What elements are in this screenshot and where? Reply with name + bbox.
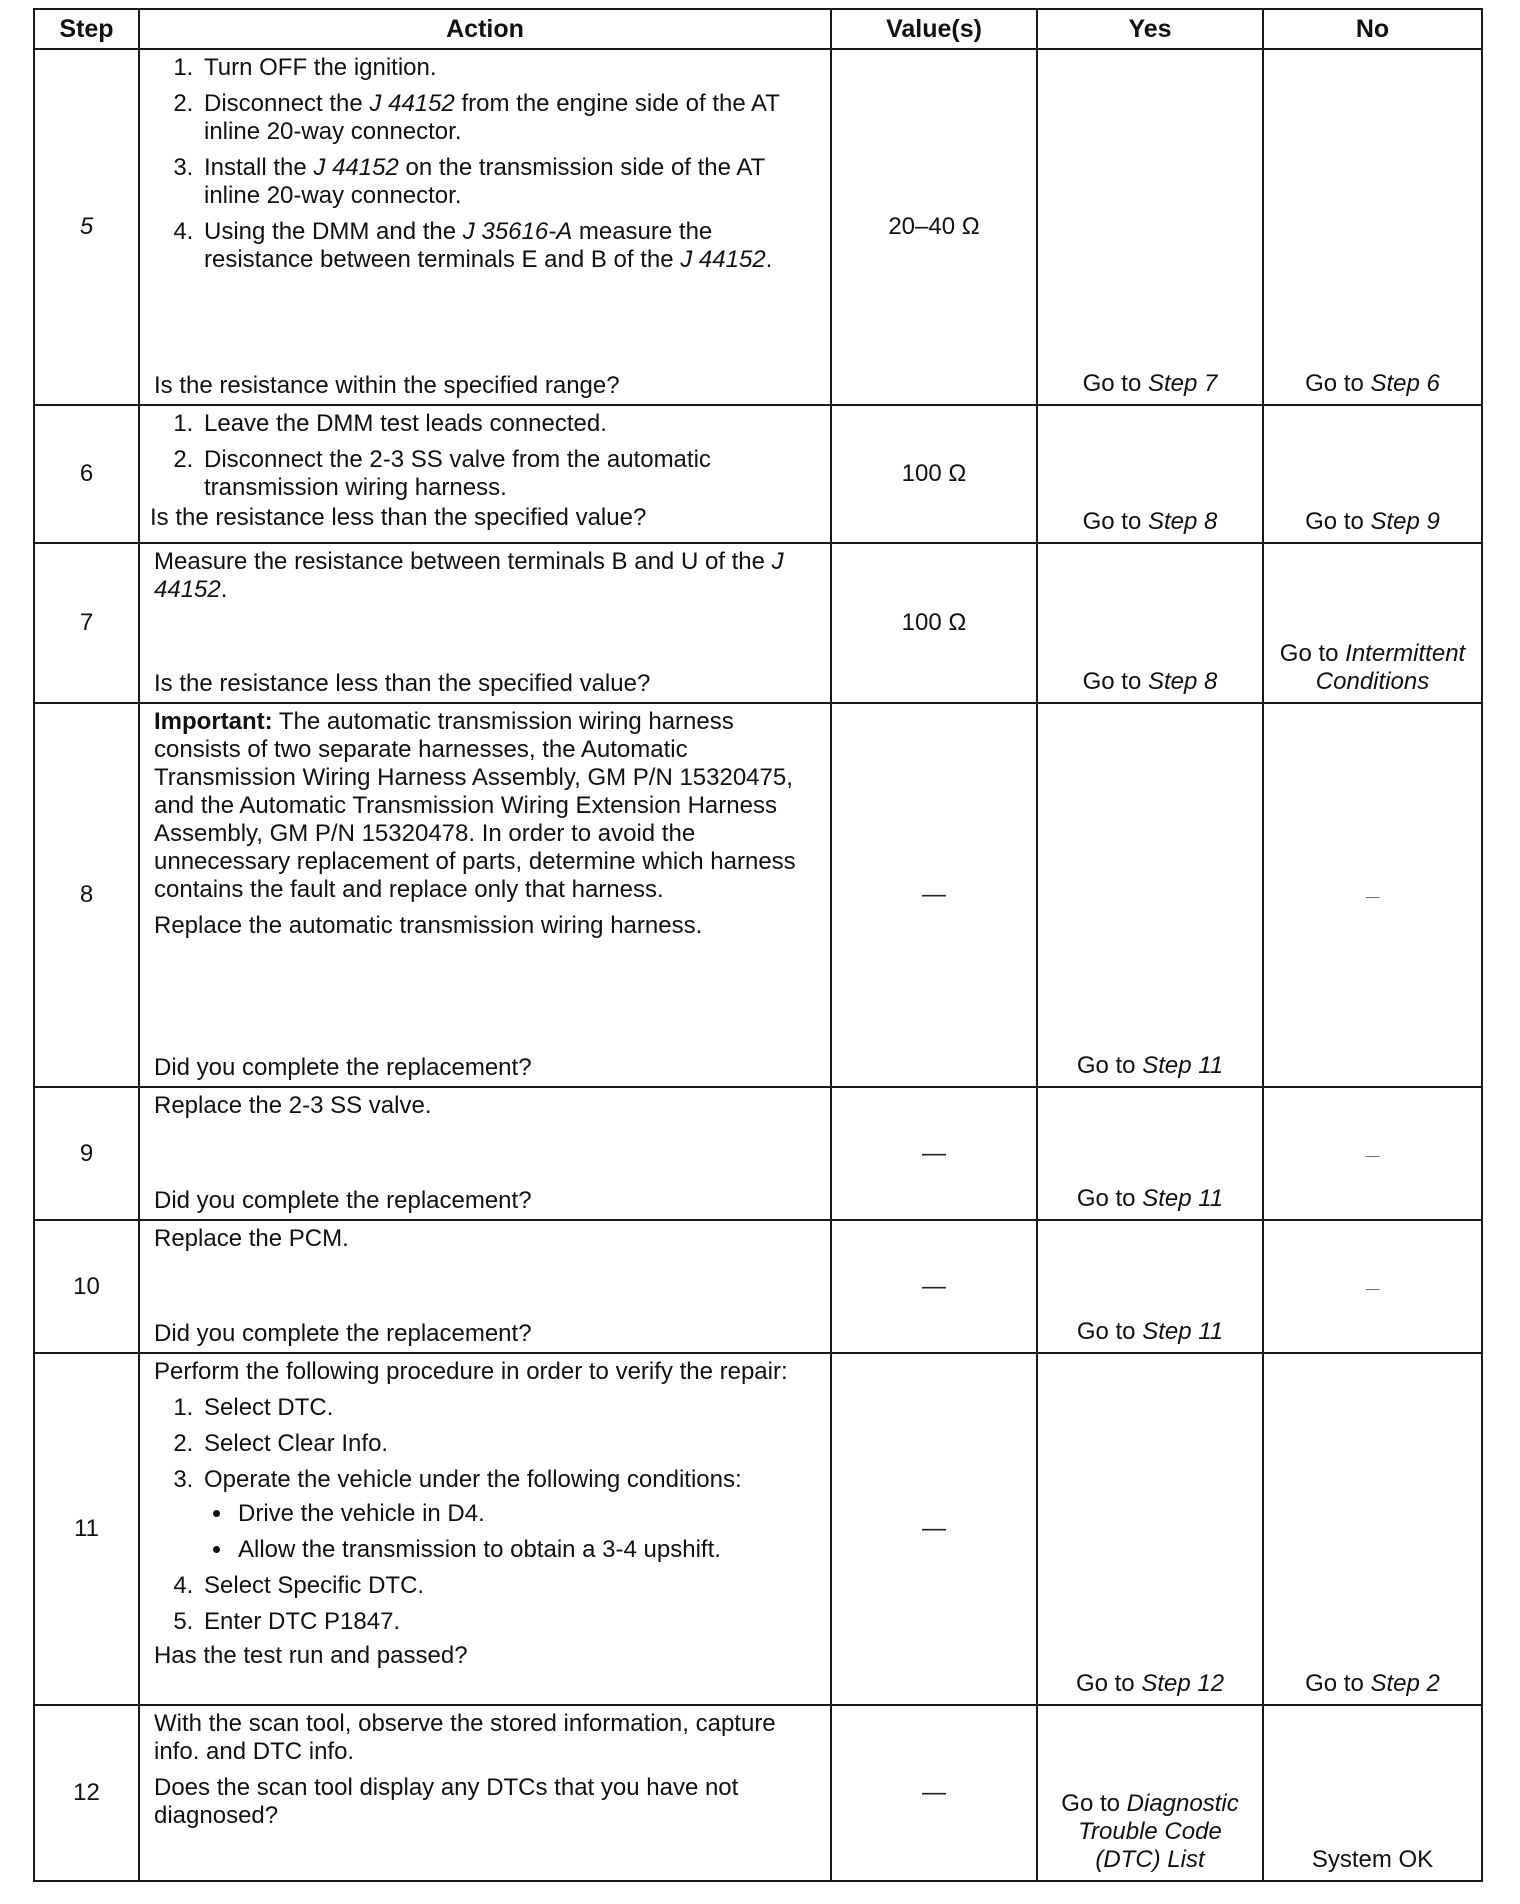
value-dash: — [922, 1515, 946, 1542]
list-item: 1. Leave the DMM test leads connected. [200, 410, 816, 438]
yes-prefix: Go to [1076, 1318, 1143, 1345]
action-text: Perform the following procedure in order to verify the repair: [154, 1358, 788, 1385]
action-cell [139, 1087, 831, 1220]
action-text: Replace the automatic transmission wiring harness. [154, 912, 703, 939]
yes-cell [1037, 1087, 1263, 1220]
action-question: Did you complete the replacement? [154, 1054, 532, 1081]
table-row [34, 1087, 1482, 1220]
value-dash: — [922, 1779, 946, 1806]
action-cell [139, 405, 831, 543]
header-no: No [1263, 9, 1482, 49]
yes-target-link[interactable]: Step 11 [1142, 1185, 1224, 1212]
yes-target-link[interactable]: Step 8 [1147, 508, 1218, 535]
no-dash: — [1365, 888, 1380, 904]
action-question: Is the resistance within the specified range? [154, 372, 620, 399]
yes-target-link[interactable]: Step 11 [1142, 1052, 1224, 1079]
action-cell [139, 1705, 831, 1881]
step-number: 12 [34, 1705, 139, 1881]
diagnostic-table [33, 8, 1483, 1882]
value-dash: — [922, 1139, 946, 1167]
table-row [34, 405, 1482, 543]
step-number: 8 [34, 703, 139, 1087]
yes-prefix: Go to [1082, 508, 1148, 535]
list-item-text: Operate the vehicle under the following conditions: [204, 1466, 742, 1493]
value-cell [831, 1087, 1037, 1220]
yes-cell [1037, 703, 1263, 1087]
tool-reference: J 44152 [680, 246, 766, 273]
list-item: 4. Select Specific DTC. [200, 1572, 816, 1600]
action-steps-list [154, 410, 816, 502]
no-cell [1263, 543, 1482, 703]
no-prefix: Go to [1279, 640, 1346, 667]
yes-cell [1037, 543, 1263, 703]
tool-reference: J 44152 [313, 154, 399, 181]
header-values: Value(s) [831, 9, 1037, 49]
yes-target-link[interactable]: Step 8 [1147, 668, 1218, 695]
value-cell: 100 Ω [831, 405, 1037, 543]
yes-target-link[interactable]: Step 11 [1142, 1318, 1224, 1345]
header-action: Action [139, 9, 831, 49]
yes-cell [1037, 405, 1263, 543]
tool-reference: J 44152 [369, 90, 455, 117]
action-question: Did you complete the replacement? [154, 1320, 532, 1347]
sub-list [204, 1500, 816, 1564]
list-item: 3. Install the J 44152 on the transmission side of the AT inline 20-way connector. [200, 154, 816, 210]
no-cell [1263, 1353, 1482, 1705]
tool-reference: J 44152 [154, 548, 784, 603]
yes-prefix: Go to [1082, 668, 1148, 695]
table-row [34, 49, 1482, 405]
value-dash: — [922, 881, 946, 908]
yes-cell [1037, 1220, 1263, 1353]
yes-target-link[interactable]: Step 7 [1147, 370, 1218, 397]
table-row [34, 703, 1482, 1087]
table-row [34, 1705, 1482, 1881]
action-text: Replace the 2-3 SS valve. [154, 1092, 432, 1119]
action-question: Does the scan tool display any DTCs that you have not diagnosed? [154, 1774, 739, 1829]
action-cell [139, 1353, 831, 1705]
no-target-link[interactable]: Intermittent Conditions [1315, 640, 1466, 695]
step-number: 9 [34, 1087, 139, 1220]
value-dash: — [922, 1272, 946, 1300]
list-item: 2. Select Clear Info. [200, 1430, 816, 1458]
step-number: 5 [34, 49, 139, 405]
list-item: 1. Turn OFF the ignition. [200, 54, 816, 82]
yes-target-link[interactable]: Step 12 [1141, 1670, 1225, 1697]
step-number: 10 [34, 1220, 139, 1353]
yes-prefix: Go to [1082, 370, 1148, 397]
table-row [34, 543, 1482, 703]
yes-prefix: Go to [1075, 1670, 1142, 1697]
action-cell [139, 49, 831, 405]
action-question: Did you complete the replacement? [154, 1187, 532, 1214]
important-note [154, 708, 816, 904]
no-dash: — [1365, 1146, 1380, 1163]
no-target-link[interactable]: Step 6 [1370, 370, 1440, 397]
no-cell [1263, 1220, 1482, 1353]
yes-cell [1037, 1353, 1263, 1705]
list-item: 5. Enter DTC P1847. [200, 1608, 816, 1636]
list-item: 1. Select DTC. [200, 1394, 816, 1422]
no-cell [1263, 703, 1482, 1087]
value-cell [831, 703, 1037, 1087]
yes-prefix: Go to [1061, 1790, 1127, 1817]
no-prefix: Go to [1305, 1670, 1371, 1697]
action-text: Replace the PCM. [154, 1225, 349, 1252]
no-cell: System OK [1263, 1705, 1482, 1881]
action-cell [139, 1220, 831, 1353]
value-cell [831, 1353, 1037, 1705]
yes-target-link[interactable]: Diagnostic Trouble Code (DTC) List [1078, 1790, 1239, 1873]
yes-prefix: Go to [1076, 1185, 1143, 1212]
step-number: 7 [34, 543, 139, 703]
table-row [34, 1353, 1482, 1705]
action-steps-list [154, 1394, 816, 1636]
action-cell [139, 703, 831, 1087]
no-target-link[interactable]: Step 9 [1370, 508, 1440, 535]
list-item [200, 1466, 816, 1564]
value-cell [831, 1705, 1037, 1881]
tool-reference: J 35616-A [462, 218, 573, 245]
action-steps-list [154, 54, 816, 282]
action-cell [139, 543, 831, 703]
list-item: 2. Disconnect the 2-3 SS valve from the automatic transmission wiring harness. [200, 446, 816, 502]
action-question: Is the resistance less than the specified value? [150, 504, 647, 531]
important-text: The automatic transmission wiring harness consists of two separate harnesses, the Automatic Transmission Wiring Harness Assembly, GM P/N 15320475, and the Automatic Transmission Wiring Extension Harness Assembly, GM P/N 15320478. In order to avoid the unnecessary replacement of parts, determine which harness contains the fault and replace only that harness. [154, 708, 796, 903]
table-row [34, 1220, 1482, 1353]
no-dash: — [1365, 1279, 1380, 1296]
step-number: 11 [34, 1353, 139, 1705]
value-cell: 100 Ω [831, 543, 1037, 703]
list-item: 4. Using the DMM and the J 35616-A measure the resistance between terminals E and B of the J 44152. [200, 218, 816, 274]
sub-list-item: • Drive the vehicle in D4. [234, 1500, 816, 1528]
no-prefix: Go to [1305, 370, 1371, 397]
step-number: 6 [34, 405, 139, 543]
no-cell [1263, 405, 1482, 543]
list-item: 2. Disconnect the J 44152 from the engine side of the AT inline 20-way connector. [200, 90, 816, 146]
important-label: Important: [154, 708, 273, 735]
no-cell [1263, 49, 1482, 405]
action-text: With the scan tool, observe the stored information, capture info. and DTC info. [154, 1710, 776, 1765]
yes-cell [1037, 49, 1263, 405]
header-row [34, 9, 1482, 49]
sub-list-item: • Allow the transmission to obtain a 3-4 upshift. [234, 1536, 816, 1564]
value-cell [831, 1220, 1037, 1353]
action-text: Measure the resistance between terminals B and U of the J 44152. [154, 548, 784, 603]
action-question: Has the test run and passed? [154, 1642, 468, 1669]
value-cell: 20–40 Ω [831, 49, 1037, 405]
header-step: Step [34, 9, 139, 49]
yes-prefix: Go to [1076, 1052, 1143, 1079]
yes-cell [1037, 1705, 1263, 1881]
action-question: Is the resistance less than the specified value? [154, 670, 651, 697]
no-target-link[interactable]: Step 2 [1370, 1670, 1440, 1697]
no-cell [1263, 1087, 1482, 1220]
header-yes: Yes [1037, 9, 1263, 49]
no-prefix: Go to [1305, 508, 1371, 535]
